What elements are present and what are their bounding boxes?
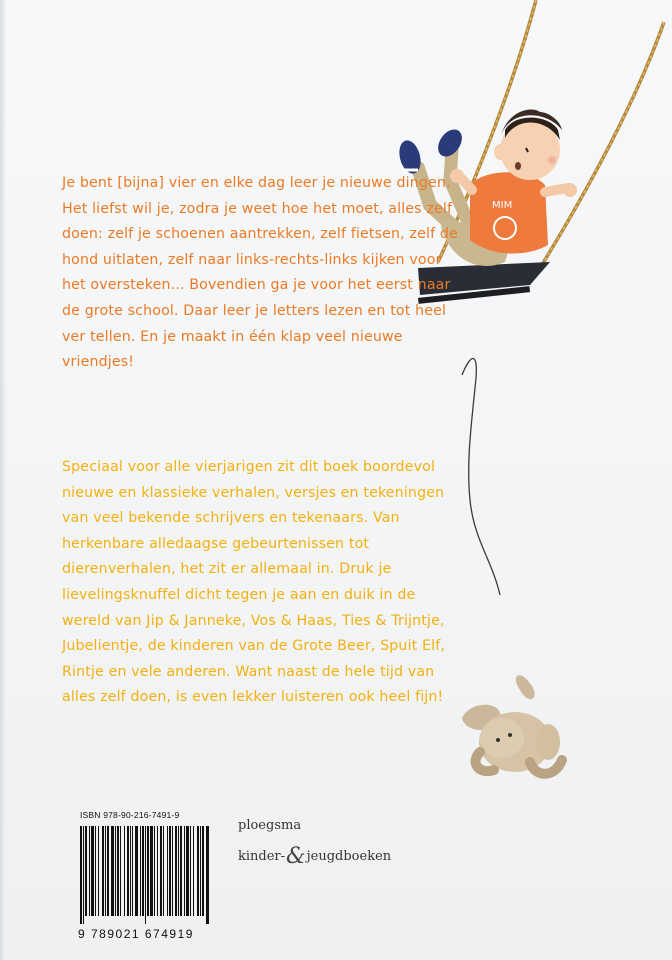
barcode-bar [157,826,158,916]
barcode-bar [91,826,94,916]
publisher-imprint-right: jeugdboeken [306,849,392,864]
barcode [78,826,212,924]
barcode-bar [163,826,164,916]
barcode-bar [154,826,155,916]
barcode-bar [147,826,149,916]
barcode-bar [190,826,191,916]
barcode-bar [98,826,99,916]
barcode-bar [83,826,84,924]
barcode-bar [206,826,209,924]
squiggle-line-decoration [462,358,500,595]
publisher-imprint-left: kinder- [238,849,286,864]
barcode-bar [130,826,131,916]
barcode-bar [178,826,179,916]
publisher-imprint [238,844,391,869]
barcode-bar [132,826,133,916]
barcode-bar [197,826,199,916]
isbn-block [78,810,212,941]
barcode-bar [172,826,173,916]
barcode-bar [140,826,141,916]
barcode-bar [107,826,109,916]
barcode-bar [111,826,114,916]
blurb-paragraph-2: Speciaal voor alle vierjarigen zit dit boek boordevol nieuwe en klassieke verhalen, versjes en tekeningen van veel bekende schrijvers en tekenaars. Van herkenbare alledaagse gebeurtenissen tot dierenverhalen, het zit er allemaal in. Druk je lievelingsknuffel dicht tegen je aan en duik in de wereld van Jip & Janneke, Vos & Haas, Ties & Trijntje, Jubelientje, de kinderen van de Grote Beer, Spuit Elf, Rintje en vele anderen. Want naast de hele tijd van alles zelf doen, is even lekker luisteren ook heel fijn! [62,459,446,706]
barcode-bar [175,826,177,916]
barcode-bar [167,826,168,916]
barcode-bar [160,826,162,916]
barcode-bar [124,826,125,916]
barcode-bar [85,826,87,916]
barcode-bar [193,826,194,916]
barcode-bar [89,826,90,916]
publisher-ampersand: & [286,844,306,869]
plush-bunny-illustration [462,675,562,773]
barcode-bar [117,826,119,916]
barcode-bar [127,826,129,916]
barcode-bar [120,826,121,916]
isbn-label: ISBN 978-90-216-7491-9 [80,810,180,820]
svg-text:MIM: MIM [492,200,513,211]
barcode-bar [115,826,116,916]
publisher-name: ploegsma [238,818,302,833]
barcode-bar [145,826,146,924]
barcode-bar [105,826,106,916]
barcode-bar [184,826,185,916]
barcode-bar [180,826,182,916]
barcode-bar [95,826,96,916]
barcode-bar [150,826,153,916]
barcode-bar [202,826,204,916]
barcode-bar [169,826,171,916]
blurb-paragraph-1: Je bent [bijna] vier en elke dag leer je nieuwe dingen. Het liefst wil je, zodra je weet hoe het moet, alles zelf doen: zelf je schoenen aantrekken, zelf fietsen, zelf de hond uitlaten, zelf naar links-rechts-links kijken voor het oversteken... Bovendien ga je voor het eerst naar de grote school. Daar leer je letters lezen en tot heel ver tellen. En je maakt in één klap veel nieuwe vriendjes! [62,175,458,371]
barcode-bar [186,826,189,916]
barcode-bar [135,826,138,916]
barcode-bar [80,826,82,924]
barcode-bar [200,826,201,916]
barcode-bar [102,826,104,916]
barcode-bar [142,826,144,916]
barcode-digits: 9 789021 674919 [78,927,194,941]
